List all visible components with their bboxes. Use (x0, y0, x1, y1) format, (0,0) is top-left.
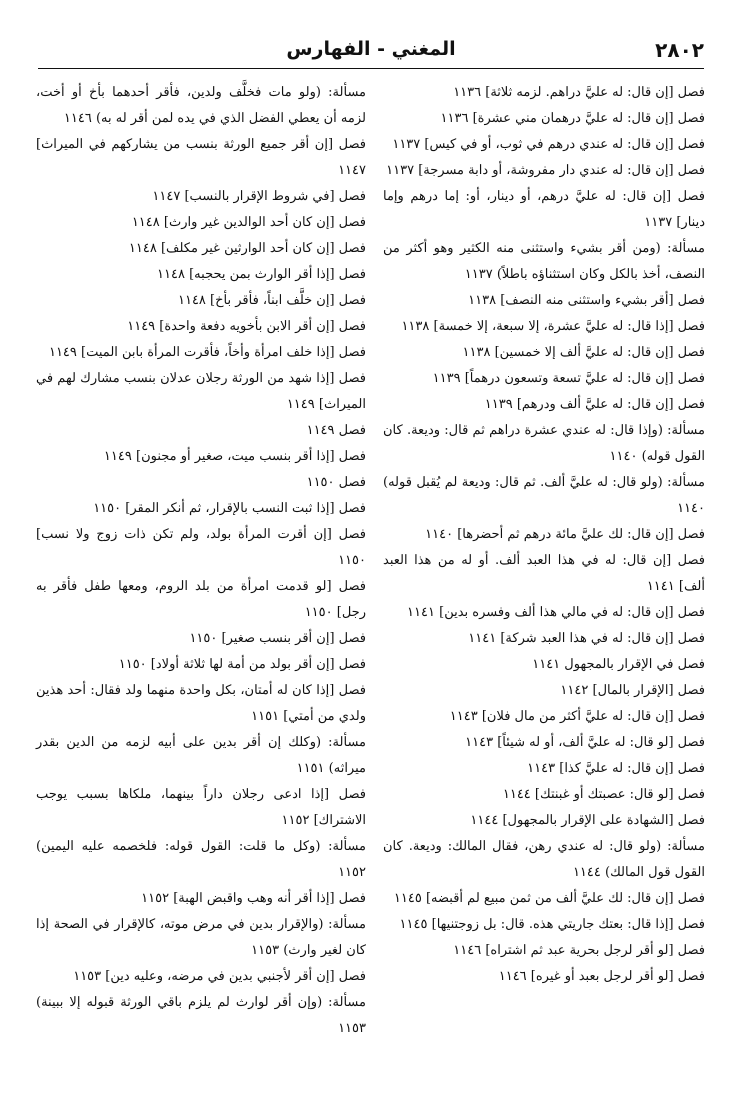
index-entry: فصل [إن أقر بنسب صغير] ١١٥٠ (189, 631, 366, 646)
index-entry: فصل [إذا خلف امرأة وأخاً، فأقرت المرأة بابن الميت] ١١٤٩ (48, 345, 366, 360)
index-entry: فصل [إن قال: له عليَّ أكثر من مال فلان] ١١٤٣ (449, 709, 705, 724)
running-title: المغني - الفهارس (286, 38, 456, 60)
index-entry: فصل [لو قال: عصبتك أو غبنتك] ١١٤٤ (502, 787, 705, 802)
index-entry: فصل [إن قال: له عندي دار مفروشة، أو دابة مسرجة] ١١٣٧ (386, 163, 705, 178)
index-entry: فصل [إذا كان له أمتان، بكل واحدة منهما ولد فقال: أحد هذين ولدي من أمتي] ١١٥١ (36, 683, 366, 724)
index-entry: فصل [إذا أقر بنسب ميت، صغير أو مجنون] ١١٤٩ (103, 449, 366, 464)
page-number: ٢٨٠٢ (655, 38, 704, 62)
index-entry: فصل [لو أقر لرجل بحرية عبد ثم اشتراه] ١١٤٦ (453, 943, 705, 958)
index-entry: مسألة: (ولو مات فخلَّف ولدين، فأقر أحدهما بأخ أو أخت، لزمه أن يعطي الفضل الذي في يده لمن أقر له به) ١١٤٦ (36, 85, 366, 126)
index-entry: فصل [إن قال: له عليَّ دراهم. لزمه ثلاثة] ١١٣٦ (453, 85, 705, 100)
index-entry: فصل [إن قال: له عليَّ درهمان مني عشرة] ١١٣٦ (440, 111, 705, 126)
index-entry: فصل [أقر بشيء واستثنى منه النصف] ١١٣٨ (468, 293, 705, 308)
index-entry: مسألة: (وكلك إن أقر بدين على أبيه لزمه من الدين بقدر ميراثه) ١١٥١ (36, 735, 366, 776)
index-entry: مسألة: (وكل ما قلت: القول قوله: فلخصمه عليه اليمين) ١١٥٢ (36, 839, 366, 880)
index-entry: مسألة: (والإقرار بدين في مرض موته، كالإقرار في الصحة إذا كان لغير وارث) ١١٥٣ (36, 917, 366, 958)
index-entry: مسألة: (وإذا قال: له عندي عشرة دراهم ثم قال: وديعة. كان القول قوله) ١١٤٠ (383, 423, 705, 464)
index-entry: فصل [إذا أقر أنه وهب واقبض الهبة] ١١٥٢ (141, 891, 366, 906)
index-entry: فصل [إن قال: لك عليَّ مائة درهم ثم أحضرها] ١١٤٠ (425, 527, 705, 542)
index-entry: فصل [إن أقر الابن بأخويه دفعة واحدة] ١١٤٩ (127, 319, 366, 334)
index-entry: مسألة: (ولو قال: له عليَّ ألف. ثم قال: وديعة لم يُقبل قوله) ١١٤٠ (383, 475, 705, 516)
index-entry: فصل [إن قال: لك عليَّ ألف من ثمن مبيع لم أقبضه] ١١٤٥ (393, 891, 705, 906)
index-entry: فصل [إن كان أحد الوالدين غير وارث] ١١٤٨ (131, 215, 366, 230)
index-entry: فصل [لو قال: له عليَّ ألف، أو له شيئاً] ١١٤٣ (465, 735, 705, 750)
index-entry: فصل [إذا قال: بعتك جاريتي هذه. قال: بل زوجتنيها] ١١٤٥ (399, 917, 705, 932)
index-entry: فصل [إذا أقر الوارث بمن يحجبه] ١١٤٨ (157, 267, 366, 282)
index-entry: فصل [في شروط الإقرار بالنسب] ١١٤٧ (152, 189, 366, 204)
index-entry: فصل [لو أقر لرجل بعبد أو غيره] ١١٤٦ (498, 969, 705, 984)
index-entry: فصل [لو قدمت امرأة من بلد الروم، ومعها طفل فأقر به رجل] ١١٥٠ (36, 579, 366, 620)
index-entry: فصل [إن أقر بولد من أمة لها ثلاثة أولاد] ١١٥٠ (118, 657, 366, 672)
header-rule (38, 68, 704, 69)
index-column-right (383, 80, 705, 990)
index-entry: فصل [إن قال: له عليَّ كذا] ١١٤٣ (527, 761, 705, 776)
index-entry: مسألة: (وإن أقر لوارث لم يلزم باقي الورثة قبوله إلا ببينة) ١١٥٣ (36, 995, 366, 1036)
index-entry: فصل في الإقرار بالمجهول ١١٤١ (532, 657, 705, 672)
index-entry: فصل [إن قال: له عليَّ ألف ودرهم] ١١٣٩ (484, 397, 705, 412)
index-entry: فصل [إن أقر جميع الورثة بنسب من يشاركهم في الميراث] ١١٤٧ (36, 137, 366, 178)
index-entry: فصل [إن قال: له في هذا العبد ألف. أو له من هذا العبد ألف] ١١٤١ (383, 553, 705, 594)
page-header (38, 32, 704, 66)
index-entry: فصل [إذا ثبت النسب بالإقرار، ثم أنكر المقر] ١١٥٠ (93, 501, 366, 516)
index-entry: مسألة: (ومن أقر بشيء واستثنى منه الكثير وهو أكثر من النصف، أخذ بالكل وكان استثناؤه باطلاً) ١١٣٧ (383, 241, 705, 282)
index-entry: فصل [إن قال: له عليَّ درهم، أو دينار، أو: إما درهم وإما دينار] ١١٣٧ (383, 189, 705, 230)
index-entry: فصل ١١٤٩ (306, 423, 366, 438)
index-entry: فصل [إن قال: له عندي درهم في ثوب، أو في كيس] ١١٣٧ (392, 137, 705, 152)
index-entry: فصل ١١٥٠ (306, 475, 366, 490)
index-entry: فصل [إن قال: له في مالي هذا ألف وفسره بدين] ١١٤١ (407, 605, 705, 620)
index-entry: فصل [إذا ادعى رجلان داراً بينهما، ملكاها بسبب يوجب الاشتراك] ١١٥٢ (36, 787, 366, 828)
index-entry: فصل [إذا قال: له عليَّ عشرة، إلا سبعة، إلا خمسة] ١١٣٨ (401, 319, 705, 334)
index-entry: فصل [إن قال: له عليَّ تسعة وتسعون درهماً] ١١٣٩ (432, 371, 705, 386)
index-entry: مسألة: (ولو قال: له عندي رهن، فقال المالك: وديعة. كان القول قول المالك) ١١٤٤ (383, 839, 705, 880)
index-column-left (36, 80, 366, 1042)
index-entry: فصل [إن قال: له في هذا العبد شركة] ١١٤١ (468, 631, 705, 646)
index-entry: فصل [الإقرار بالمال] ١١٤٢ (560, 683, 705, 698)
index-entry: فصل [إن أقر لأجنبي بدين في مرضه، وعليه دين] ١١٥٣ (73, 969, 366, 984)
index-entry: فصل [إن قال: له عليَّ ألف إلا خمسين] ١١٣٨ (462, 345, 705, 360)
index-entry: فصل [إن خلَّف ابناً، فأقر بأخ] ١١٤٨ (177, 293, 366, 308)
index-entry: فصل [إن كان أحد الوارثين غير مكلف] ١١٤٨ (128, 241, 366, 256)
index-entry: فصل [إن أقرت المرأة بولد، ولم تكن ذات زوج ولا نسب] ١١٥٠ (36, 527, 366, 568)
index-entry: فصل [إذا شهد من الورثة رجلان عدلان بنسب مشارك لهم في الميراث] ١١٤٩ (36, 371, 366, 412)
index-entry: فصل [الشهادة على الإقرار بالمجهول] ١١٤٤ (470, 813, 705, 828)
